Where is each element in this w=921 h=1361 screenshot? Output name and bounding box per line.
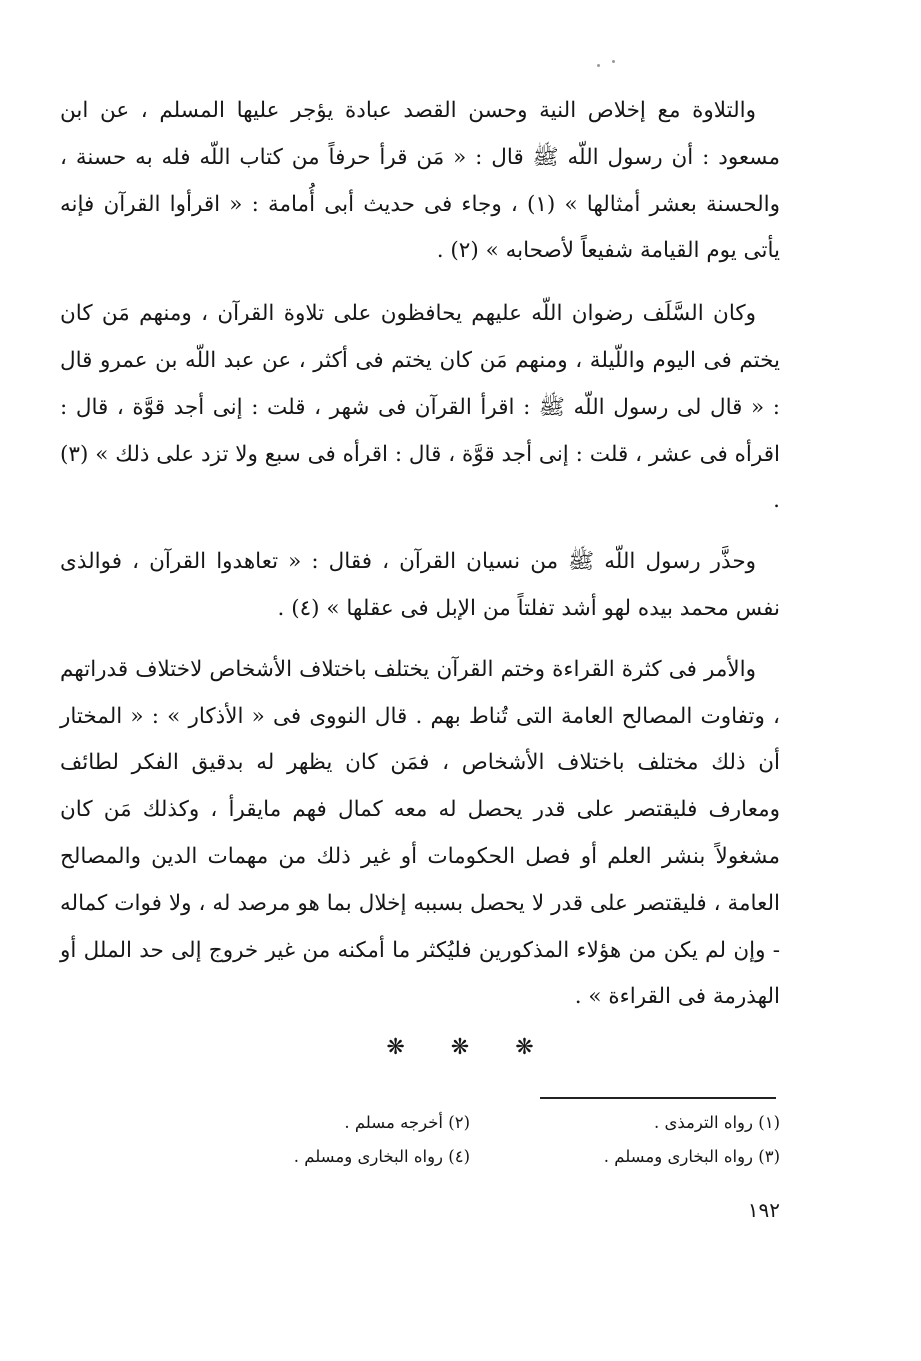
paragraph-1: والتلاوة مع إخلاص النية وحسن القصد عبادة يؤجر عليها المسلم ، عن ابن مسعود : أن رسول اللّه ﷺ قال : « مَن قرأ حرفاً من كتاب اللّه فله به حسنة ، والحسنة بعشر أمثالها » (١) ، وجاء فى حديث أبى أُمامة : « اقرأوا القرآن فإنه يأتى يوم القيامة شفيعاً لأصحابه » (٢) . <box>60 98 780 264</box>
separator-star-icon: ❋ <box>515 1035 534 1061</box>
paragraph-2: وكان السَّلَف رضوان اللّه عليهم يحافظون على تلاوة القرآن ، ومنهم مَن كان يختم فى اليوم واللّيلة ، ومنهم مَن كان يختم فى أكثر ، عن عبد اللّه بن عمرو قال : « قال لى رسول اللّه ﷺ : اقرأ القرآن فى شهر ، قلت : إنى أجد قوَّة ، قال : اقرأه فى عشر ، قلت : إنى أجد قوَّة ، قال : اقرأه فى سبع ولا تزد على ذلك » (٣) . <box>60 301 780 514</box>
page-number: ١٩٢ <box>747 1198 780 1222</box>
scan-speck <box>612 60 615 63</box>
footnotes <box>160 1110 780 1170</box>
separator-star-icon: ❋ <box>450 1035 470 1061</box>
footnote-4: (٤) رواه البخارى ومسلم . <box>293 1147 470 1166</box>
page-body <box>60 88 780 1088</box>
footnote-2: (٢) أخرجه مسلم . <box>344 1113 470 1132</box>
scan-speck <box>597 64 600 67</box>
paragraph-3: وحذَّر رسول اللّه ﷺ من نسيان القرآن ، فقال : « تعاهدوا القرآن ، فوالذى نفس محمد بيده لهو أشد تفلتاً من الإبل فى عقلها » (٤) . <box>60 549 780 621</box>
separator-star-icon: ❋ <box>386 1035 405 1061</box>
section-separator <box>60 1035 780 1060</box>
footnote-divider <box>540 1097 776 1099</box>
paragraph-4: والأمر فى كثرة القراءة وختم القرآن يختلف باختلاف الأشخاص لاختلاف قدراتهم ، وتفاوت المصالح العامة التى تُناط بهم . قال النووى فى « الأذكار » : « المختار أن ذلك مختلف باختلاف الأشخاص ، فمَن كان يظهر له بدقيق الفكر لطائف ومعارف فليقتصر على قدر يحصل له معه كمال فهم مايقرأ ، وكذلك مَن كان مشغولاً بنشر العلم أو فصل الحكومات أو غير ذلك من مهمات الدين والمصالح العامة ، فليقتصر على قدر لا يحصل بسببه إخلال بما هو مرصد له ، ولا فوات كماله - وإن لم يكن من هؤلاء المذكورين فليُكثر ما أمكنه من غير خروج إلى حد الملل أو الهذرمة فى القراءة » . <box>60 656 780 1010</box>
footnote-1: (١) رواه الترمذى . <box>653 1113 780 1132</box>
footnote-3: (٣) رواه البخارى ومسلم . <box>603 1147 780 1166</box>
